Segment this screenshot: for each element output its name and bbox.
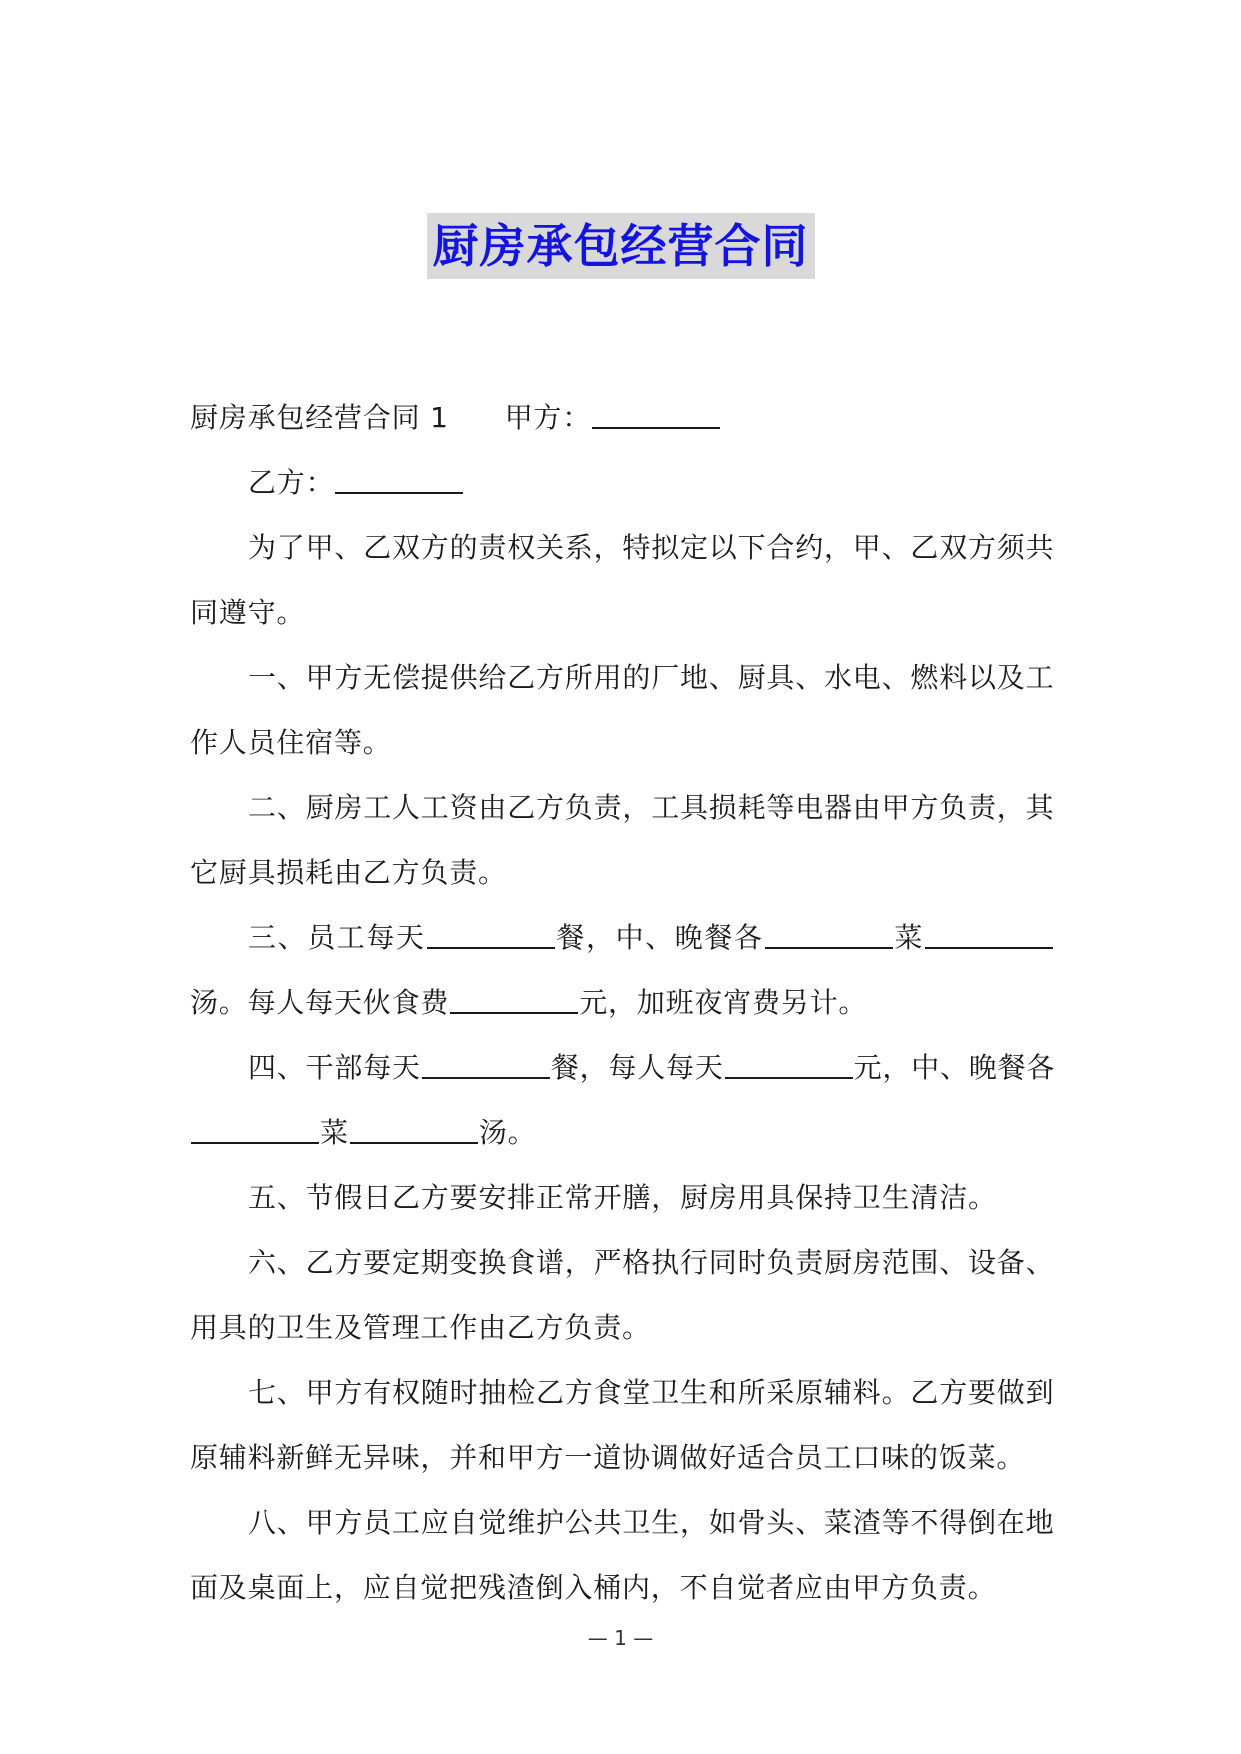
clause-3-text-d: 汤。每人每天伙食费: [190, 986, 450, 1019]
clause-4-text-c: 元，中、晚餐各: [853, 1051, 1056, 1084]
cadre-cost-blank: [725, 1049, 853, 1079]
line-11: [190, 1035, 1054, 1100]
clause-4-text-e: 汤。: [478, 1116, 537, 1149]
line-13: 五、节假日乙方要安排正常开膳，厨房用具保持卫生清洁。: [248, 1181, 997, 1214]
line-16: 七、甲方有权随时抽检乙方食堂卫生和所采原辅料。乙方要做到: [248, 1376, 1055, 1409]
line-10: [190, 970, 1054, 1035]
party-a-label: 甲方：: [504, 401, 592, 434]
line-2: [190, 450, 1054, 515]
clause-4-text-a: 四、干部每天: [248, 1051, 421, 1084]
cadre-soups-blank: [350, 1114, 478, 1144]
party-b-blank: [335, 464, 463, 494]
party-a-blank: [592, 399, 720, 429]
line-19: 面及桌面上，应自觉把残渣倒入桶内，不自觉者应由甲方负责。: [190, 1571, 997, 1604]
line-14: 六、乙方要定期变换食谱，严格执行同时负责厨房范围、设备、: [248, 1246, 1055, 1279]
staff-dishes-blank: [765, 919, 893, 949]
line-4: 同遵守。: [190, 596, 306, 629]
line-6: 作人员住宿等。: [190, 726, 392, 759]
document-body: [190, 385, 1054, 1620]
meal-cost-blank: [450, 984, 578, 1014]
clause-4-text-d: 菜: [320, 1116, 349, 1149]
line-12: [190, 1100, 1054, 1165]
line-1: [190, 385, 1054, 450]
clause-3-text-c: 菜: [893, 921, 924, 954]
document-title: 厨房承包经营合同: [427, 213, 815, 279]
clause-4-text-b: 餐，每人每天: [550, 1051, 724, 1084]
staff-soups-blank: [925, 919, 1053, 949]
line-8: 它厨具损耗由乙方负责。: [190, 856, 507, 889]
clause-3-text-e: 元，加班夜宵费另计。: [579, 986, 868, 1019]
line-17: 原辅料新鲜无异味，并和甲方一道协调做好适合员工口味的饭菜。: [190, 1441, 1026, 1474]
line-9: [190, 905, 1054, 970]
cadre-dishes-blank: [191, 1114, 319, 1144]
line-7: 二、厨房工人工资由乙方负责，工具损耗等电器由甲方负责，其: [248, 791, 1055, 824]
page-number: — 1 —: [587, 1626, 654, 1650]
cadre-meals-blank: [422, 1049, 550, 1079]
line-5: 一、甲方无偿提供给乙方所用的厂地、厨具、水电、燃料以及工: [248, 661, 1055, 694]
clause-3-text-a: 三、员工每天: [248, 921, 426, 954]
contract-heading: 厨房承包经营合同 1: [190, 401, 449, 434]
staff-meals-blank: [427, 919, 555, 949]
line-15: 用具的卫生及管理工作由乙方负责。: [190, 1311, 651, 1344]
clause-3-text-b: 餐，中、晚餐各: [555, 921, 764, 954]
line-18: 八、甲方员工应自觉维护公共卫生，如骨头、菜渣等不得倒在地: [248, 1506, 1055, 1539]
line-3: 为了甲、乙双方的责权关系，特拟定以下合约，甲、乙双方须共: [248, 531, 1055, 564]
party-b-label: 乙方：: [248, 466, 335, 499]
title-container: [0, 213, 1241, 279]
